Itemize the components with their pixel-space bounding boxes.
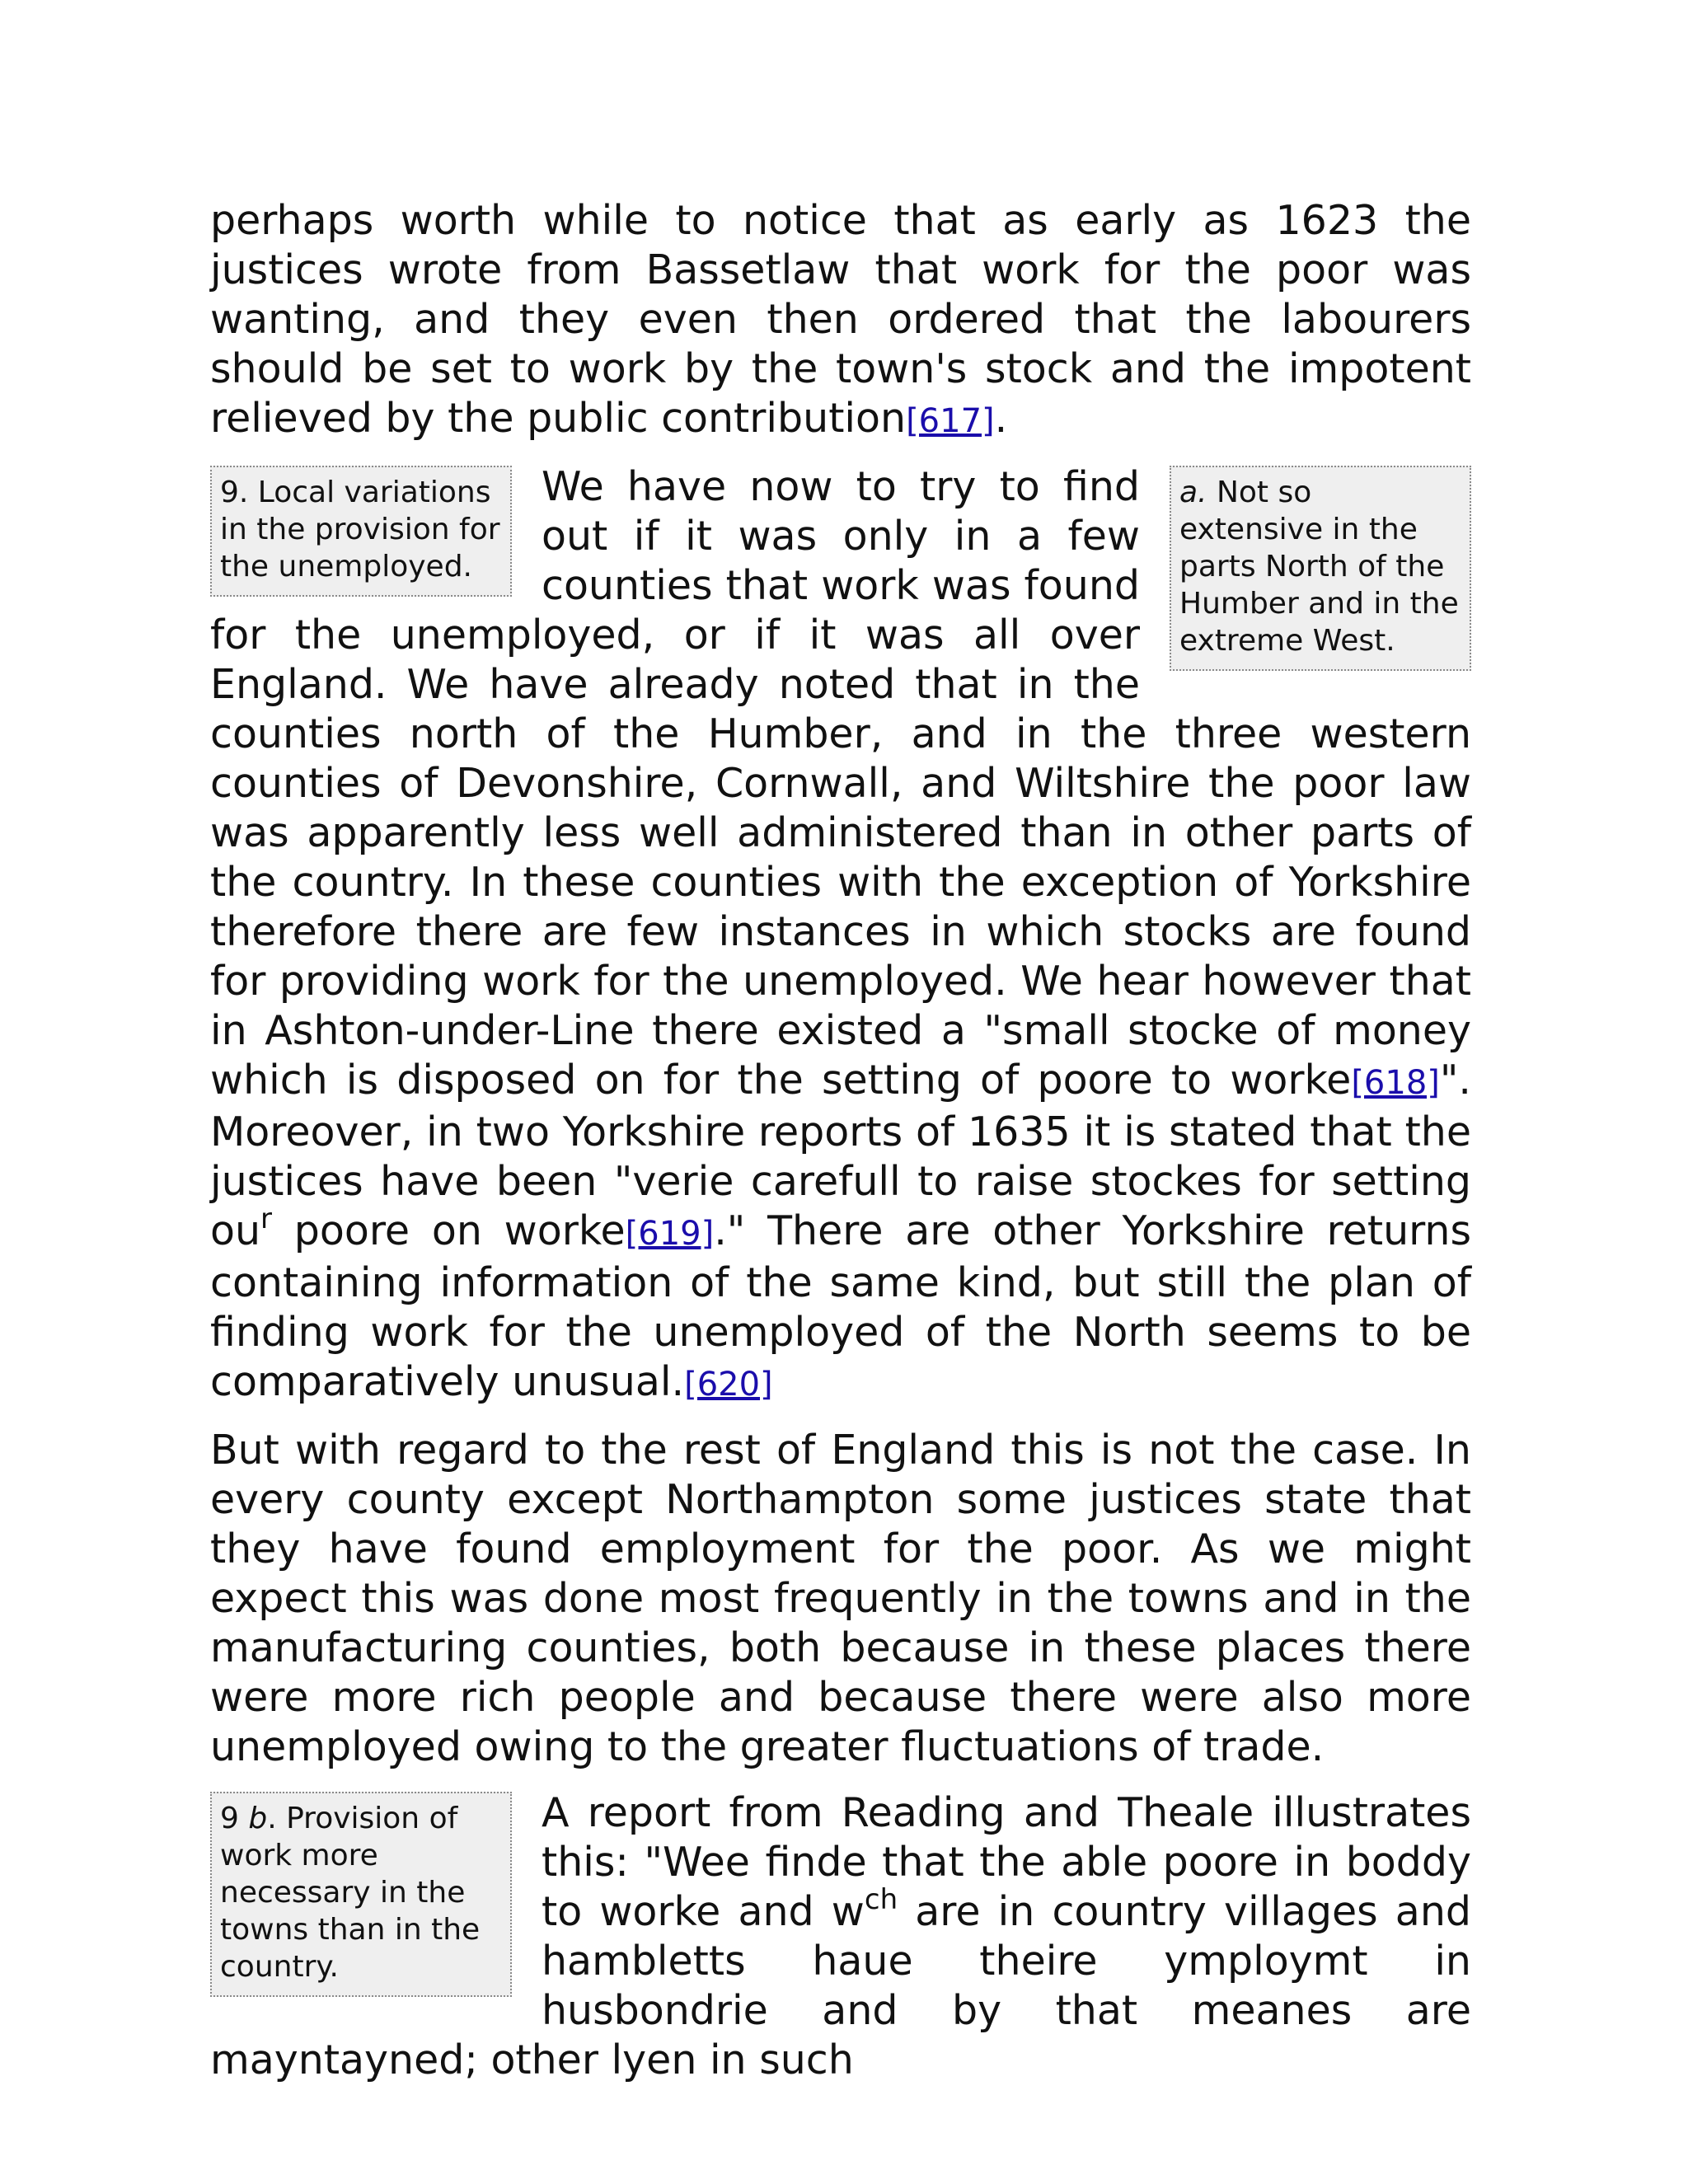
paragraph-2 xyxy=(210,462,1471,1409)
sidenote-9b xyxy=(210,1792,512,1997)
paragraph-text: poore on worke xyxy=(272,1207,626,1254)
sidenote-letter: a. xyxy=(1179,476,1207,509)
paragraph-text: ." There are other Yorkshire returns containing information of the same kind, but still the plan of finding work for the unemployed of the North seems to be comparatively unusual. xyxy=(210,1207,1472,1405)
footnote-link-618[interactable]: [618] xyxy=(1351,1064,1440,1102)
sidenote-9a xyxy=(1170,466,1471,671)
sidenote-letter: b xyxy=(248,1802,268,1835)
paragraph-text: But with regard to the rest of England this is not the case. In every county except Northampton some justices state that they have found employment for the poor. As we might expect this was done most frequently in the towns and in the manufacturing counties, both because in these places there were more rich people and because there were also more unemployed owing to the greater fluctuations of trade. xyxy=(210,1427,1471,1770)
page-content xyxy=(210,196,1471,2102)
paragraph-text: perhaps worth while to notice that as early as 1623 the justices wrote from Bassetlaw that work for the poor was wanting, and they even then ordered that the labourers should be set to work by the town's stock and the impotent relieved by the public contribution xyxy=(210,197,1471,442)
paragraph-text: ". Moreover, in two Yorkshire reports of 1635 it is stated that the justices have been "verie carefull to raise stockes for setting ou xyxy=(210,1057,1471,1254)
paragraph-text: are in country villages and hambletts haue theire ymploymt in husbondrie and by that meanes are mayntayned; other lyen in such xyxy=(210,1888,1471,2083)
footnote-link-620[interactable]: [620] xyxy=(684,1366,773,1404)
superscript: ch xyxy=(864,1883,898,1916)
sidenote-text: Not so extensive in the parts North of the Humber and in the extreme West. xyxy=(1179,476,1459,658)
footnote-link-619[interactable]: [619] xyxy=(625,1215,715,1253)
superscript: r xyxy=(260,1202,273,1235)
paragraph-text: . xyxy=(994,395,1008,442)
paragraph-text: A report from Reading and Theale illustrates this: "Wee finde that the able poore in boddy to worke and w xyxy=(542,1789,1471,1935)
sidenote-text: . Provision of work more necessary in the towns than in the country. xyxy=(220,1802,481,1984)
paragraph-1 xyxy=(210,196,1471,446)
footnote-link-617[interactable]: [617] xyxy=(906,402,995,440)
sidenote-9 xyxy=(210,466,512,597)
paragraph-text: We have now to try to find out if it was only in a few counties that work was found for the unemployed, or if it was all over England. We have already noted that in the counties north of the Humber, and in the three western counties of Devonshire, Cornwall, and Wiltshire the poor law was apparently less well administered than in other parts of the country. In these counties with the exception of Yorkshire therefore there are few instances in which stocks are found for providing work for the unemployed. We hear however that in Ashton-under-Line there existed a "small stocke of money which is disposed on for the setting of poore to worke xyxy=(210,463,1471,1104)
sidenote-text: 9. Local variations in the provision for the unemployed. xyxy=(220,476,500,583)
paragraph-4 xyxy=(210,1788,1471,2085)
paragraph-3 xyxy=(210,1426,1471,1772)
sidenote-number: 9 xyxy=(220,1802,249,1835)
